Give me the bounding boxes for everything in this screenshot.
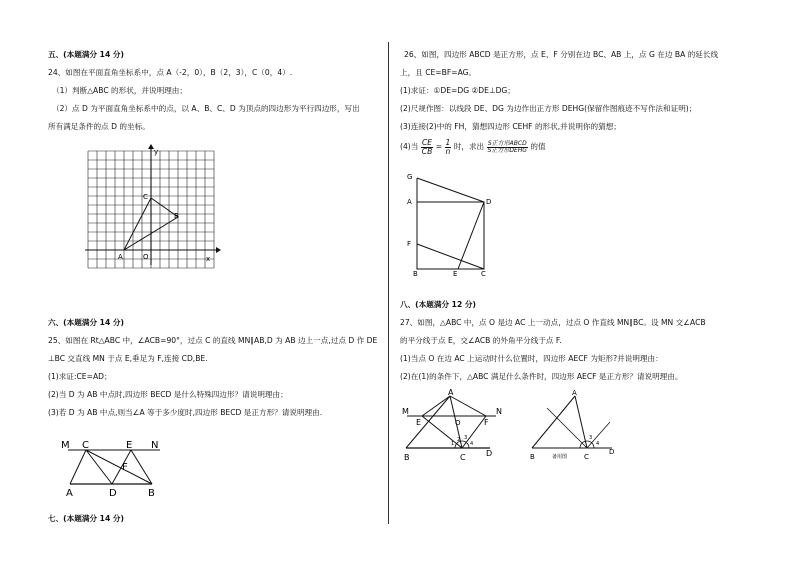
fig26-label-a: A xyxy=(407,198,412,206)
q25-text-5: (3)若 D 为 AB 中点,则当∠A 等于多少度时,四边形 BECD 是正方形？请说明理由. xyxy=(48,408,323,417)
q27-text-4: (2)在(1)的条件下，△ABC 满足什么条件时，四边形 AECF 是正方形？请说明理由。 xyxy=(400,372,683,381)
q26-text-2: 上，且 CE=BF=AG。 xyxy=(400,68,477,77)
q27-text-3: (1)当点 O 在边 AC 上运动时什么位置时，四边形 AECF 为矩形?并说明理由： xyxy=(400,354,663,363)
fig25-label-f: F xyxy=(122,462,128,473)
q26-text-1: 26、如图，四边形 ABCD 是正方形，点 E、F 分别在边 BC、AB 上，点 G 在边 BA 的延长线 xyxy=(404,50,719,59)
fig27b-angle-4: 4 xyxy=(596,441,600,447)
q25-text-1: 25、如图在 Rt△ABC 中，∠ACB=90°，过点 C 的直线 MN∥AB,D 为 AB 边上一点,过点 D 作 DE xyxy=(48,336,378,345)
q24-coordinate-grid xyxy=(80,145,230,270)
q26-figure xyxy=(406,170,496,278)
fig27b-label-a: A xyxy=(572,389,577,397)
grid-label-c: C xyxy=(143,193,148,201)
fig25-label-c: C xyxy=(82,440,89,451)
q24-text-4: 所有满足条件的点 D 的坐标。 xyxy=(48,122,150,131)
fig26-label-g: G xyxy=(407,173,413,181)
fig26-label-f: F xyxy=(407,240,412,248)
fig27-angle-1: 1 xyxy=(451,441,455,447)
fig27b-angle-3: 3 xyxy=(589,435,593,441)
q27-text-1: 27、如图，△ABC 中，点 O 是边 AC 上一动点，过点 O 作直线 MN∥BC。设 MN 交∠ACB xyxy=(400,318,706,327)
fig27-label-m: M xyxy=(402,407,409,416)
q25-text-4: (2)当 D 为 AB 中点时,四边形 BECD 是什么特殊四边形？请说明理由； xyxy=(48,390,288,399)
fig27-label-o: O xyxy=(455,419,461,427)
grid-label-y: y xyxy=(154,148,159,156)
grid-label-b: B xyxy=(174,212,179,220)
fig27-label-n: N xyxy=(496,407,502,416)
fig27-label-a: A xyxy=(448,388,454,397)
q27-figure-main xyxy=(398,388,510,464)
q24-text-1: 24、如图在平面直角坐标系中，点 A（-2，0），B（2，3），C（0，4）. xyxy=(48,68,293,77)
fig25-label-m: M xyxy=(61,440,70,451)
q26-text-4: (2)尺规作图：以线段 DE、DG 为边作出正方形 DEHG(保留作图痕迹不写作法和证明)； xyxy=(400,104,697,113)
section-7-header: 七、(本题满分 14 分) xyxy=(48,514,124,523)
q25-text-3: (1)求证:CE=AD； xyxy=(48,372,112,381)
fig25-label-a: A xyxy=(66,488,73,499)
grid-label-o: O xyxy=(143,253,149,261)
grid-label-a: A xyxy=(118,253,123,261)
fig27b-label-d: D xyxy=(609,448,615,456)
fig27-label-d: D xyxy=(486,449,493,458)
fig25-label-d: D xyxy=(109,488,117,499)
fig25-label-b: B xyxy=(148,488,155,499)
fig27-label-b: B xyxy=(404,453,410,462)
q24-text-3: （2）点 D 为平面直角坐标系中的点，以 A、B、C、D 为顶点的四边形为平行四边形，写出 xyxy=(52,104,360,113)
grid-label-x: x xyxy=(206,255,211,263)
section-6-header: 六、(本题满分 14 分) xyxy=(48,318,124,327)
fig26-label-e: E xyxy=(453,270,458,278)
q26-part4-prefix: (4)当 xyxy=(400,142,419,152)
q25-text-2: ⊥BC 交直线 MN 于点 E,垂足为 F,连接 CD,BE. xyxy=(48,354,208,363)
q26-fraction-1-n: $\frac{1}{n}$ xyxy=(445,138,451,156)
q26-text-6: (4)当 $\frac{CE}{CB}$ = $\frac{1}{n}$ 时，求出 $\frac{\text{S正方形ABCD}}{\text{S正方形DEHG}}$ 的值 xyxy=(400,138,546,156)
fig25-label-n: N xyxy=(151,440,159,451)
section-5-header: 五、(本题满分 14 分) xyxy=(48,50,124,59)
q26-text-3: (1)求证：①DE=DG ②DE⊥DG； xyxy=(400,86,515,95)
q26-fraction-ce-cb: $\frac{CE}{CB}$ xyxy=(421,138,433,156)
fig27-label-c: C xyxy=(460,453,466,462)
fig26-label-b: B xyxy=(413,270,418,278)
fig27b-label-c: C xyxy=(584,453,589,461)
q24-text-2: （1）判断△ABC 的形状，并说明理由； xyxy=(52,86,187,95)
fig27-angle-2: 2 xyxy=(457,437,461,443)
fig27-angle-4: 4 xyxy=(470,441,474,447)
q26-text-5: (3)连接(2)中的 FH，猜想四边形 CEHF 的形状,并说明你的猜想； xyxy=(400,122,621,131)
fig26-label-d: D xyxy=(486,198,492,206)
q25-figure xyxy=(60,436,170,501)
fig27-angle-3: 3 xyxy=(464,435,468,441)
section-8-header: 八、(本题满分 12 分) xyxy=(400,300,476,309)
fig25-label-e: E xyxy=(126,440,133,451)
q27-text-2: 的平分线于点 E，交∠ACB 的外角平分线于点 F. xyxy=(400,336,562,345)
q27-figure-spare xyxy=(526,388,626,464)
fig26-label-c: C xyxy=(481,270,486,278)
column-divider xyxy=(388,42,389,524)
fig27-label-e: E xyxy=(416,418,422,427)
fig27-label-f: F xyxy=(484,418,489,427)
fig27b-caption: 备用图 xyxy=(552,454,568,460)
fig27b-label-b: B xyxy=(530,453,535,461)
q26-fraction-area-ratio: $\frac{\text{S正方形ABCD}}{\text{S正方形DEHG}}$ xyxy=(487,139,527,154)
